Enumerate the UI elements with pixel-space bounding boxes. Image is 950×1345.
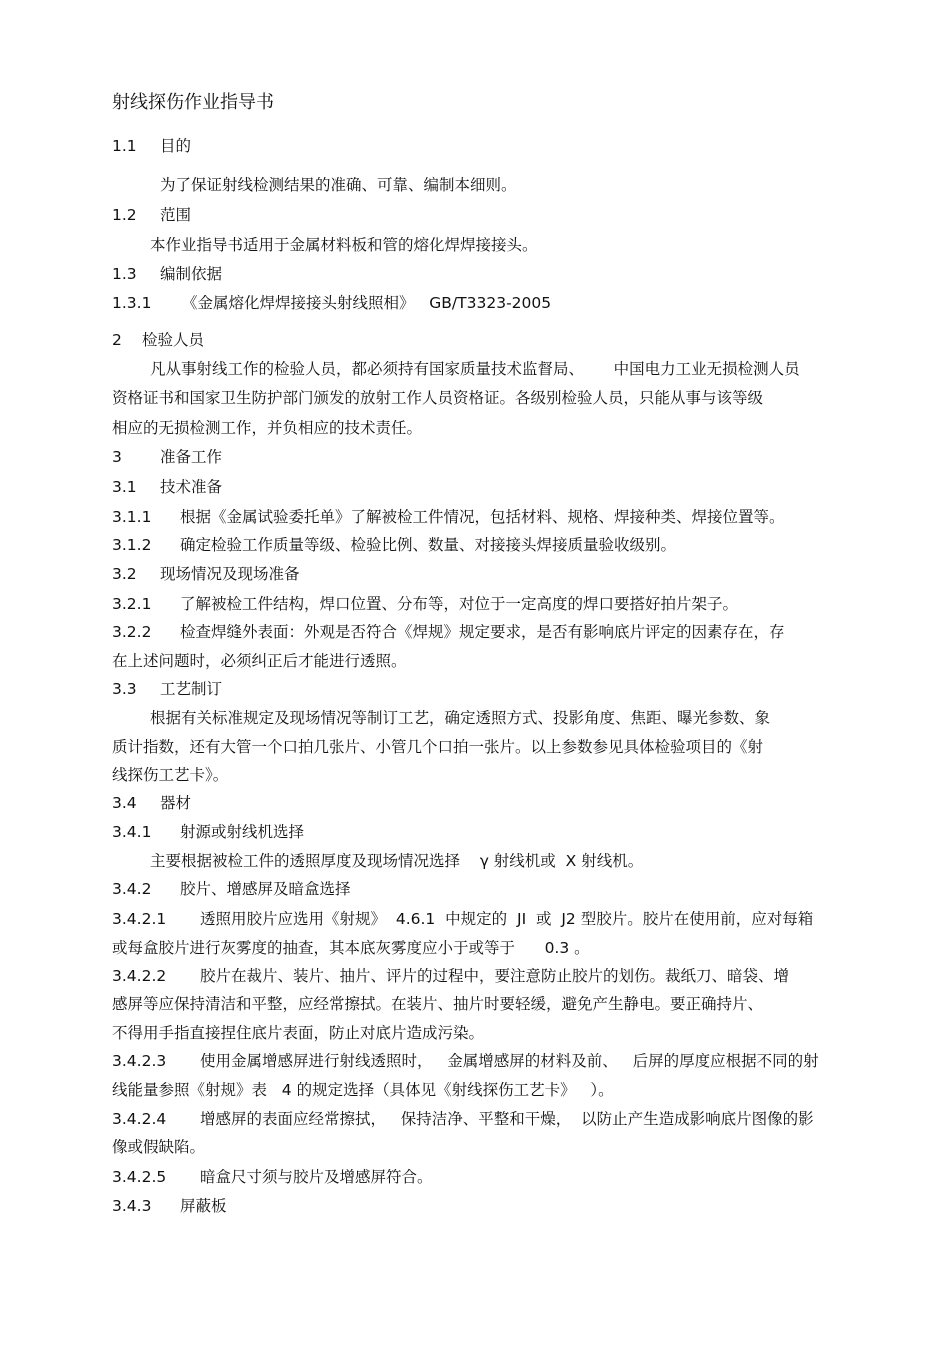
line-text: 凡从事射线工作的检验人员，都必须持有国家质量技术监督局、 中国电力工业无损检测人员 (150, 360, 800, 378)
line-text: 为了保证射线检测结果的准确、可靠、编制本细则。 (160, 176, 517, 194)
section-number: 3.1.1 (112, 508, 152, 526)
line-text: 器材 (160, 794, 192, 812)
line-text: 不得用手指直接捏住底片表面，防止对底片造成污染。 (112, 1024, 485, 1042)
line-text: 根据有关标准规定及现场情况等制订工艺，确定透照方式、投影角度、焦距、曝光参数、象 (150, 709, 771, 727)
line-text: 资格证书和国家卫生防护部门颁发的放射工作人员资格证。各级别检验人员，只能从事与该等级 (112, 389, 764, 407)
section-number: 3.2.1 (112, 595, 152, 613)
section-number: 1.3.1 (112, 294, 152, 312)
text-line (112, 907, 813, 931)
text-line (160, 173, 517, 197)
line-text: 线能量参照《射规》表 4 的规定选择（具体见《射线探伤工艺卡》 ）。 (112, 1081, 614, 1099)
line-text: 检查焊缝外表面：外观是否符合《焊规》规定要求，是否有影响底片评定的因素存在，存 (180, 623, 785, 641)
text-line (112, 1165, 433, 1189)
section-number: 1.3 (112, 265, 137, 283)
text-line (112, 735, 763, 759)
text-line (112, 936, 590, 960)
text-line (112, 649, 407, 673)
text-line (112, 505, 785, 529)
line-text: 范围 (160, 206, 192, 224)
text-line (112, 416, 422, 440)
line-text: 或每盒胶片进行灰雾度的抽查，其本底灰雾度应小于或等于 0.3 。 (112, 939, 590, 957)
text-line (112, 1021, 484, 1045)
section-number: 3 (112, 448, 122, 466)
text-line (112, 445, 222, 469)
text-line (112, 791, 191, 815)
text-line (112, 1135, 205, 1159)
line-text: 技术准备 (160, 478, 223, 496)
text-line (112, 820, 304, 844)
text-line (112, 291, 551, 315)
text-line (112, 1078, 614, 1102)
section-number: 3.1 (112, 478, 137, 496)
section-number: 3.2.2 (112, 623, 152, 641)
line-text: 确定检验工作质量等级、检验比例、数量、对接接头焊接质量验收级别。 (180, 536, 677, 554)
line-text: 感屏等应保持清洁和平整，应经常擦拭。在装片、抽片时要轻缓，避免产生静电。要正确持片、 (112, 995, 764, 1013)
section-number: 2 (112, 331, 122, 349)
section-number: 3.4.3 (112, 1197, 152, 1215)
line-text: 主要根据被检工件的透照厚度及现场情况选择 γ 射线机或 X 射线机。 (150, 852, 644, 870)
section-number: 3.2 (112, 565, 137, 583)
line-text: 像或假缺陷。 (112, 1138, 206, 1156)
line-text: 屏蔽板 (180, 1197, 227, 1215)
text-line (112, 1194, 227, 1218)
line-text: 暗盒尺寸须与胶片及增感屏符合。 (200, 1168, 433, 1186)
section-number: 3.3 (112, 680, 137, 698)
text-line (112, 475, 222, 499)
text-line (112, 328, 204, 352)
line-text: 胶片在裁片、装片、抽片、评片的过程中，要注意防止胶片的划伤。裁纸刀、暗袋、增 (200, 967, 790, 985)
text-line (112, 1049, 819, 1073)
document-title: 射线探伤作业指导书 (112, 92, 274, 113)
section-number: 1.1 (112, 137, 137, 155)
line-text: 在上述问题时，必须纠正后才能进行透照。 (112, 652, 407, 670)
text-line (112, 134, 191, 158)
line-text: 检验人员 (142, 331, 205, 349)
line-text: 使用金属增感屏进行射线透照时， 金属增感屏的材料及前、 后屏的厚度应根据不同的射 (200, 1052, 819, 1070)
line-text: 透照用胶片应选用《射规》 4.6.1 中规定的 JI 或 J2 型胶片。胶片在使用前，应对每箱 (200, 910, 814, 928)
line-text: 本作业指导书适用于金属材料板和管的熔化焊焊接接头。 (150, 236, 538, 254)
text-line (112, 592, 738, 616)
text-line (112, 877, 351, 901)
text-line (150, 849, 643, 873)
text-line (112, 533, 676, 557)
text-line (112, 620, 785, 644)
text-line (112, 677, 222, 701)
text-line (150, 233, 538, 257)
text-line (112, 203, 191, 227)
line-text: 工艺制订 (160, 680, 223, 698)
line-text: 目的 (160, 137, 192, 155)
line-text: 《金属熔化焊焊接接头射线照相》 GB/T3323-2005 (182, 294, 552, 312)
line-text: 线探伤工艺卡》。 (112, 766, 229, 784)
line-text: 根据《金属试验委托单》了解被检工件情况，包括材料、规格、焊接种类、焊接位置等。 (180, 508, 785, 526)
line-text: 质计指数，还有大管一个口拍几张片、小管几个口拍一张片。以上参数参见具体检验项目的《射 (112, 738, 764, 756)
section-number: 3.4.2.4 (112, 1110, 167, 1128)
line-text: 相应的无损检测工作，并负相应的技术责任。 (112, 419, 423, 437)
text-line (112, 992, 763, 1016)
text-line (112, 262, 222, 286)
text-line (112, 763, 228, 787)
line-text: 增感屏的表面应经常擦拭， 保持洁净、平整和干燥， 以防止产生造成影响底片图像的影 (200, 1110, 814, 1128)
text-line (112, 964, 789, 988)
section-number: 3.4.2 (112, 880, 152, 898)
line-text: 胶片、增感屏及暗盒选择 (180, 880, 351, 898)
text-line (150, 357, 800, 381)
section-number: 3.4.2.3 (112, 1052, 167, 1070)
section-number: 3.4.2.2 (112, 967, 167, 985)
section-number: 3.4 (112, 794, 137, 812)
line-text: 了解被检工件结构，焊口位置、分布等，对位于一定高度的焊口要搭好拍片架子。 (180, 595, 739, 613)
section-number: 3.4.2.5 (112, 1168, 167, 1186)
text-line (112, 562, 300, 586)
line-text: 射源或射线机选择 (180, 823, 305, 841)
section-number: 3.1.2 (112, 536, 152, 554)
text-line (112, 386, 763, 410)
line-text: 编制依据 (160, 265, 223, 283)
section-number: 3.4.2.1 (112, 910, 167, 928)
section-number: 3.4.1 (112, 823, 152, 841)
text-line (150, 706, 770, 730)
line-text: 准备工作 (160, 448, 223, 466)
line-text: 现场情况及现场准备 (160, 565, 300, 583)
section-number: 1.2 (112, 206, 137, 224)
text-line (112, 1107, 814, 1131)
